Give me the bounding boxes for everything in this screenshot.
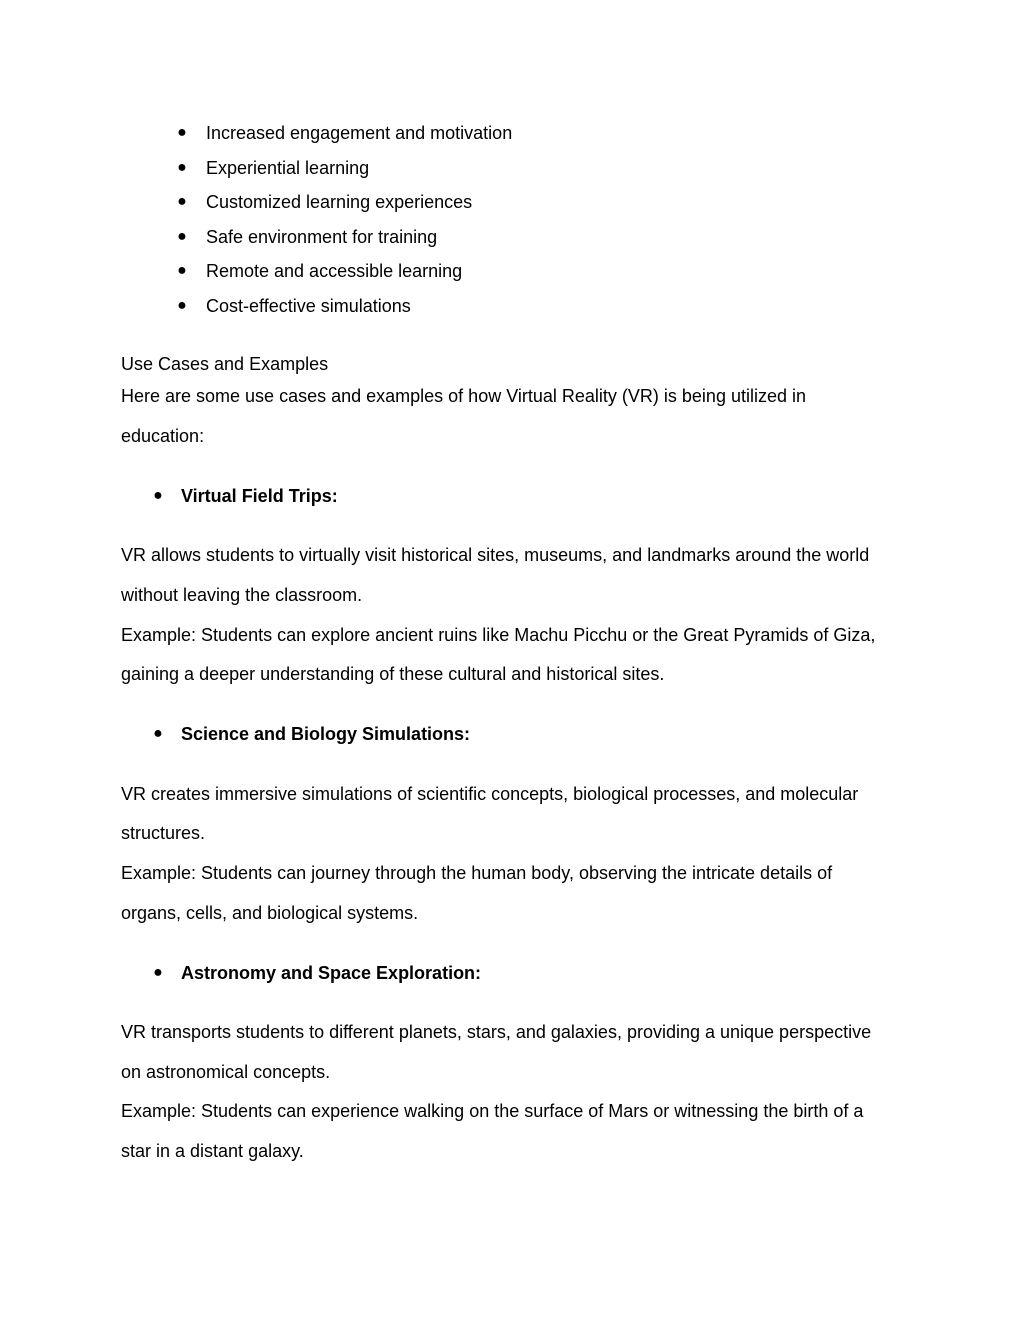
example-text: Example: Students can experience walking on the surface of Mars or witnessing the birth of a [121,1101,864,1121]
bullet-icon: ● [177,262,187,279]
bullet-icon: ● [153,964,163,981]
benefit-text: Remote and accessible learning [206,261,463,281]
intro-text: Here are some use cases and examples of how Virtual Reality (VR) is being utilized in [121,386,806,406]
body-text: without leaving the classroom. [121,585,363,605]
body-text: on astronomical concepts. [121,1062,331,1082]
bullet-icon: ● [177,193,187,210]
body-text: VR allows students to virtually visit historical sites, museums, and landmarks around the world [121,545,870,565]
example-text: gaining a deeper understanding of these cultural and historical sites. [121,664,665,684]
body-text: VR creates immersive simulations of scientific concepts, biological processes, and molecular [121,784,859,804]
example-text: organs, cells, and biological systems. [121,903,419,923]
intro-text: education: [121,426,205,446]
bullet-icon: ● [177,228,187,245]
example-text: star in a distant galaxy. [121,1141,304,1161]
benefit-text: Cost-effective simulations [206,296,411,316]
benefit-text: Increased engagement and motivation [206,123,513,143]
section-heading: Use Cases and Examples [121,354,329,374]
benefit-text: Customized learning experiences [206,192,473,212]
bullet-icon: ● [177,297,187,314]
benefit-text: Experiential learning [206,158,370,178]
use-case-title-text: Science and Biology Simulations: [181,724,471,744]
bullet-icon: ● [177,159,187,176]
example-text: Example: Students can journey through the human body, observing the intricate details of [121,863,833,883]
bullet-icon: ● [153,487,163,504]
benefit-text: Safe environment for training [206,227,438,247]
bullet-icon: ● [177,124,187,141]
use-case-title-text: Virtual Field Trips: [181,486,338,506]
body-text: VR transports students to different planets, stars, and galaxies, providing a unique perspective [121,1022,872,1042]
bullet-icon: ● [153,725,163,742]
body-text: structures. [121,823,206,843]
use-case-title-text: Astronomy and Space Exploration: [181,963,482,983]
example-text: Example: Students can explore ancient ruins like Machu Picchu or the Great Pyramids of Giza, [121,625,876,645]
